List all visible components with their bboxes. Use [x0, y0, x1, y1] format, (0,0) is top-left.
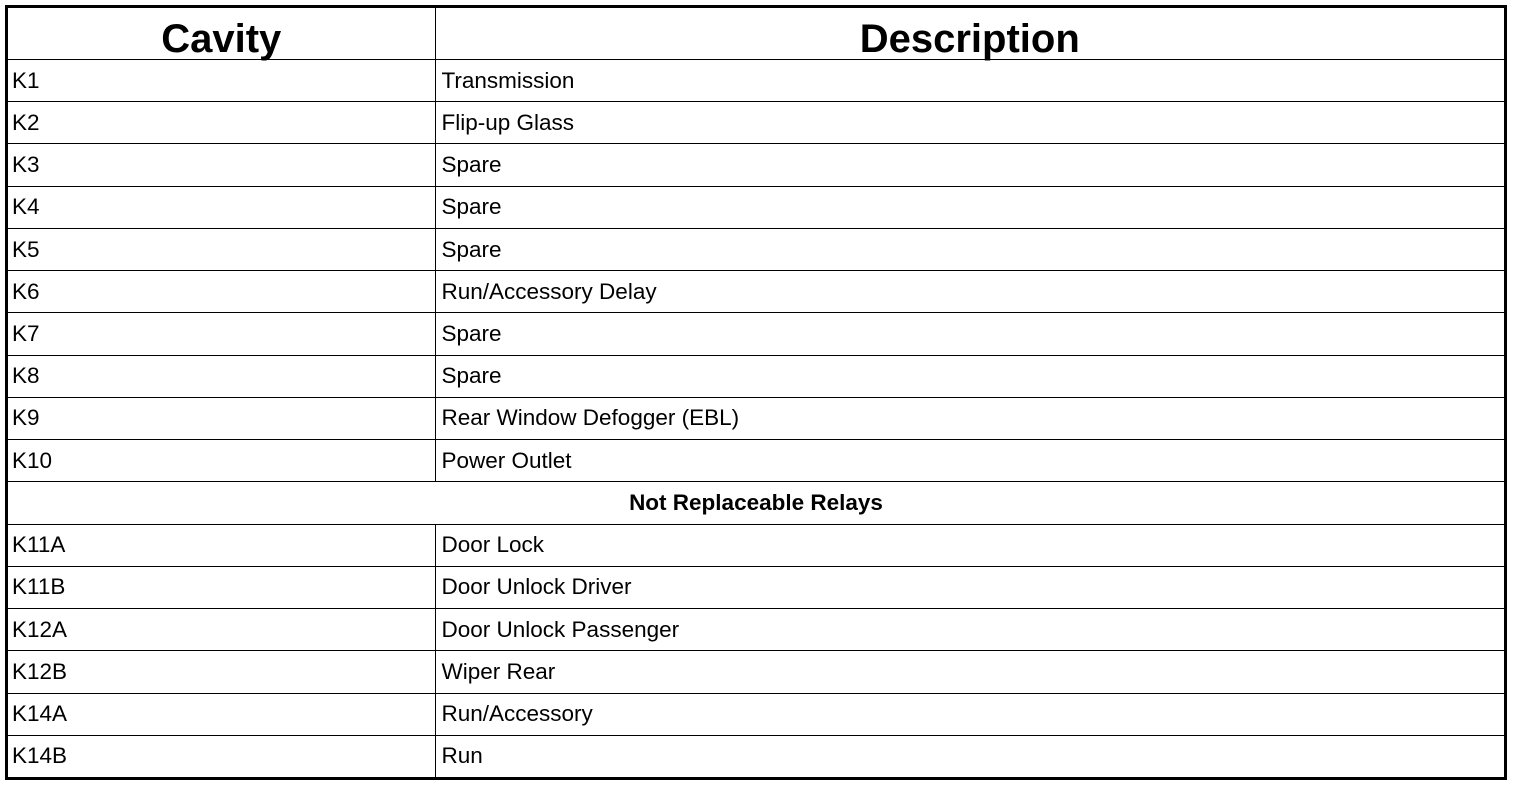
description-cell: Spare — [435, 228, 1504, 270]
description-cell: Door Unlock Driver — [435, 566, 1504, 608]
description-cell: Wiper Rear — [435, 651, 1504, 693]
cavity-cell: K4 — [8, 186, 435, 228]
description-cell: Power Outlet — [435, 440, 1504, 482]
cavity-cell: K9 — [8, 397, 435, 439]
description-cell: Run — [435, 735, 1504, 777]
table-row — [8, 440, 1504, 482]
cavity-cell: K10 — [8, 440, 435, 482]
cavity-cell: K3 — [8, 144, 435, 186]
cavity-cell: K5 — [8, 228, 435, 270]
description-cell: Door Unlock Passenger — [435, 609, 1504, 651]
cavity-cell: K12B — [8, 651, 435, 693]
description-cell: Run/Accessory Delay — [435, 271, 1504, 313]
cavity-cell: K2 — [8, 102, 435, 144]
description-cell: Spare — [435, 186, 1504, 228]
description-cell: Spare — [435, 313, 1504, 355]
table-row — [8, 397, 1504, 439]
description-cell: Rear Window Defogger (EBL) — [435, 397, 1504, 439]
section-header-row — [8, 482, 1504, 524]
cavity-cell: K11A — [8, 524, 435, 566]
table-row — [8, 735, 1504, 777]
cavity-cell: K6 — [8, 271, 435, 313]
description-cell: Flip-up Glass — [435, 102, 1504, 144]
cavity-cell: K8 — [8, 355, 435, 397]
description-cell: Run/Accessory — [435, 693, 1504, 735]
table-row — [8, 313, 1504, 355]
relay-table-frame — [5, 5, 1507, 780]
section-label-not-replaceable-relays: Not Replaceable Relays — [8, 482, 1504, 524]
table-row — [8, 524, 1504, 566]
relay-cavity-table — [8, 8, 1504, 777]
cavity-cell: K14A — [8, 693, 435, 735]
cavity-column-header: Cavity — [8, 8, 435, 60]
cavity-cell: K14B — [8, 735, 435, 777]
table-row — [8, 228, 1504, 270]
cavity-cell: K1 — [8, 60, 435, 102]
table-row — [8, 566, 1504, 608]
table-row — [8, 271, 1504, 313]
cavity-cell: K7 — [8, 313, 435, 355]
description-cell: Transmission — [435, 60, 1504, 102]
cavity-cell: K11B — [8, 566, 435, 608]
table-row — [8, 693, 1504, 735]
description-cell: Door Lock — [435, 524, 1504, 566]
description-cell: Spare — [435, 144, 1504, 186]
table-row — [8, 60, 1504, 102]
table-row — [8, 651, 1504, 693]
table-row — [8, 186, 1504, 228]
table-row — [8, 355, 1504, 397]
table-row — [8, 609, 1504, 651]
table-row — [8, 102, 1504, 144]
cavity-cell: K12A — [8, 609, 435, 651]
table-row — [8, 144, 1504, 186]
header-row — [8, 8, 1504, 60]
description-column-header: Description — [435, 8, 1504, 60]
description-cell: Spare — [435, 355, 1504, 397]
